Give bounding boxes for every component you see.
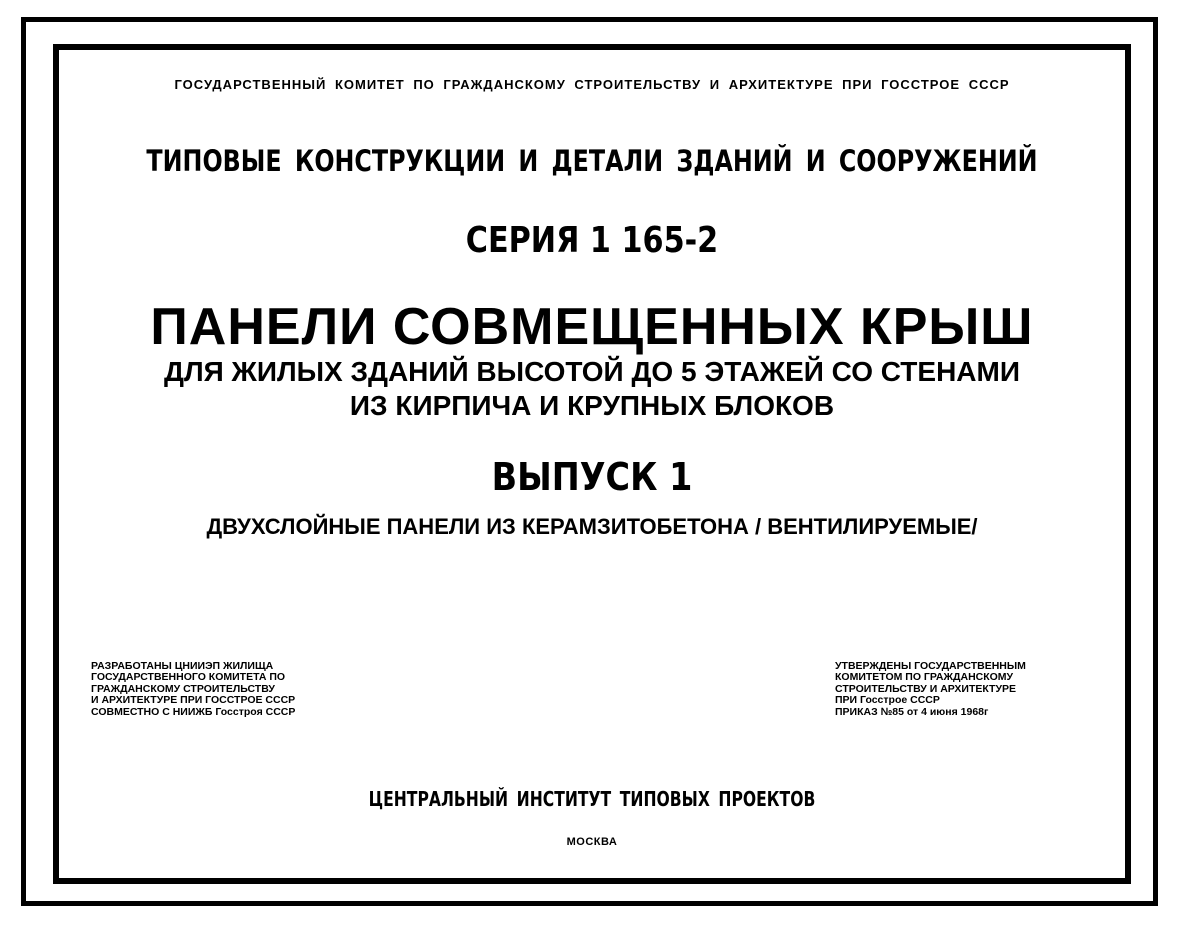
ministry-header: ГОСУДАРСТВЕННЫЙ КОМИТЕТ ПО ГРАЖДАНСКОМУ СТРОИТЕЛЬСТВУ И АРХИТЕКТУРЕ ПРИ ГОССТРОЕ СССР [174,77,1010,92]
developed-by-line: РАЗРАБОТАНЫ ЦНИИЭП ЖИЛИЩА [91,660,274,672]
issue-number: ВЫПУСК 1 [491,455,693,499]
series-number: СЕРИЯ 1 165-2 [465,220,719,261]
issue-description: ДВУХСЛОЙНЫЕ ПАНЕЛИ ИЗ КЕРАМЗИТОБЕТОНА / ВЕНТИЛИРУЕМЫЕ/ [206,514,978,539]
approved-by-line: УТВЕРЖДЕНЫ ГОСУДАРСТВЕННЫМ [835,660,1026,672]
approved-by-line: ПРИКАЗ №85 от 4 июня 1968г [835,705,989,718]
approved-by-line: СТРОИТЕЛЬСТВУ И АРХИТЕКТУРЕ [835,682,1016,695]
approved-by-line: ПРИ Госстрое СССР [835,694,940,707]
developed-by-line: СОВМЕСТНО С НИИЖБ Госстроя СССР [91,705,296,718]
approved-by-block [835,661,1026,718]
developed-by-line: ГОСУДАРСТВЕННОГО КОМИТЕТА ПО [91,671,286,684]
subtitle-line: ИЗ КИРПИЧА И КРУПНЫХ БЛОКОВ [349,390,835,421]
developed-by-line: ГРАЖДАНСКОМУ СТРОИТЕЛЬСТВУ [91,682,275,695]
developed-by-block [91,661,295,718]
city-name: МОСКВА [566,836,618,848]
developed-by-line: И АРХИТЕКТУРЕ ПРИ ГОССТРОЕ СССР [91,694,296,707]
institute-name: ЦЕНТРАЛЬНЫЙ ИНСТИТУТ ТИПОВЫХ ПРОЕКТОВ [368,787,816,811]
subtitle-line: ДЛЯ ЖИЛЫХ ЗДАНИЙ ВЫСОТОЙ ДО 5 ЭТАЖЕЙ СО СТЕНАМИ [164,356,1020,387]
main-title: ПАНЕЛИ СОВМЕЩЕННЫХ КРЫШ [150,298,1034,356]
approved-by-line: КОМИТЕТОМ ПО ГРАЖДАНСКОМУ [835,671,1014,684]
collection-title: ТИПОВЫЕ КОНСТРУКЦИИ И ДЕТАЛИ ЗДАНИЙ И СООРУЖЕНИЙ [146,144,1038,178]
